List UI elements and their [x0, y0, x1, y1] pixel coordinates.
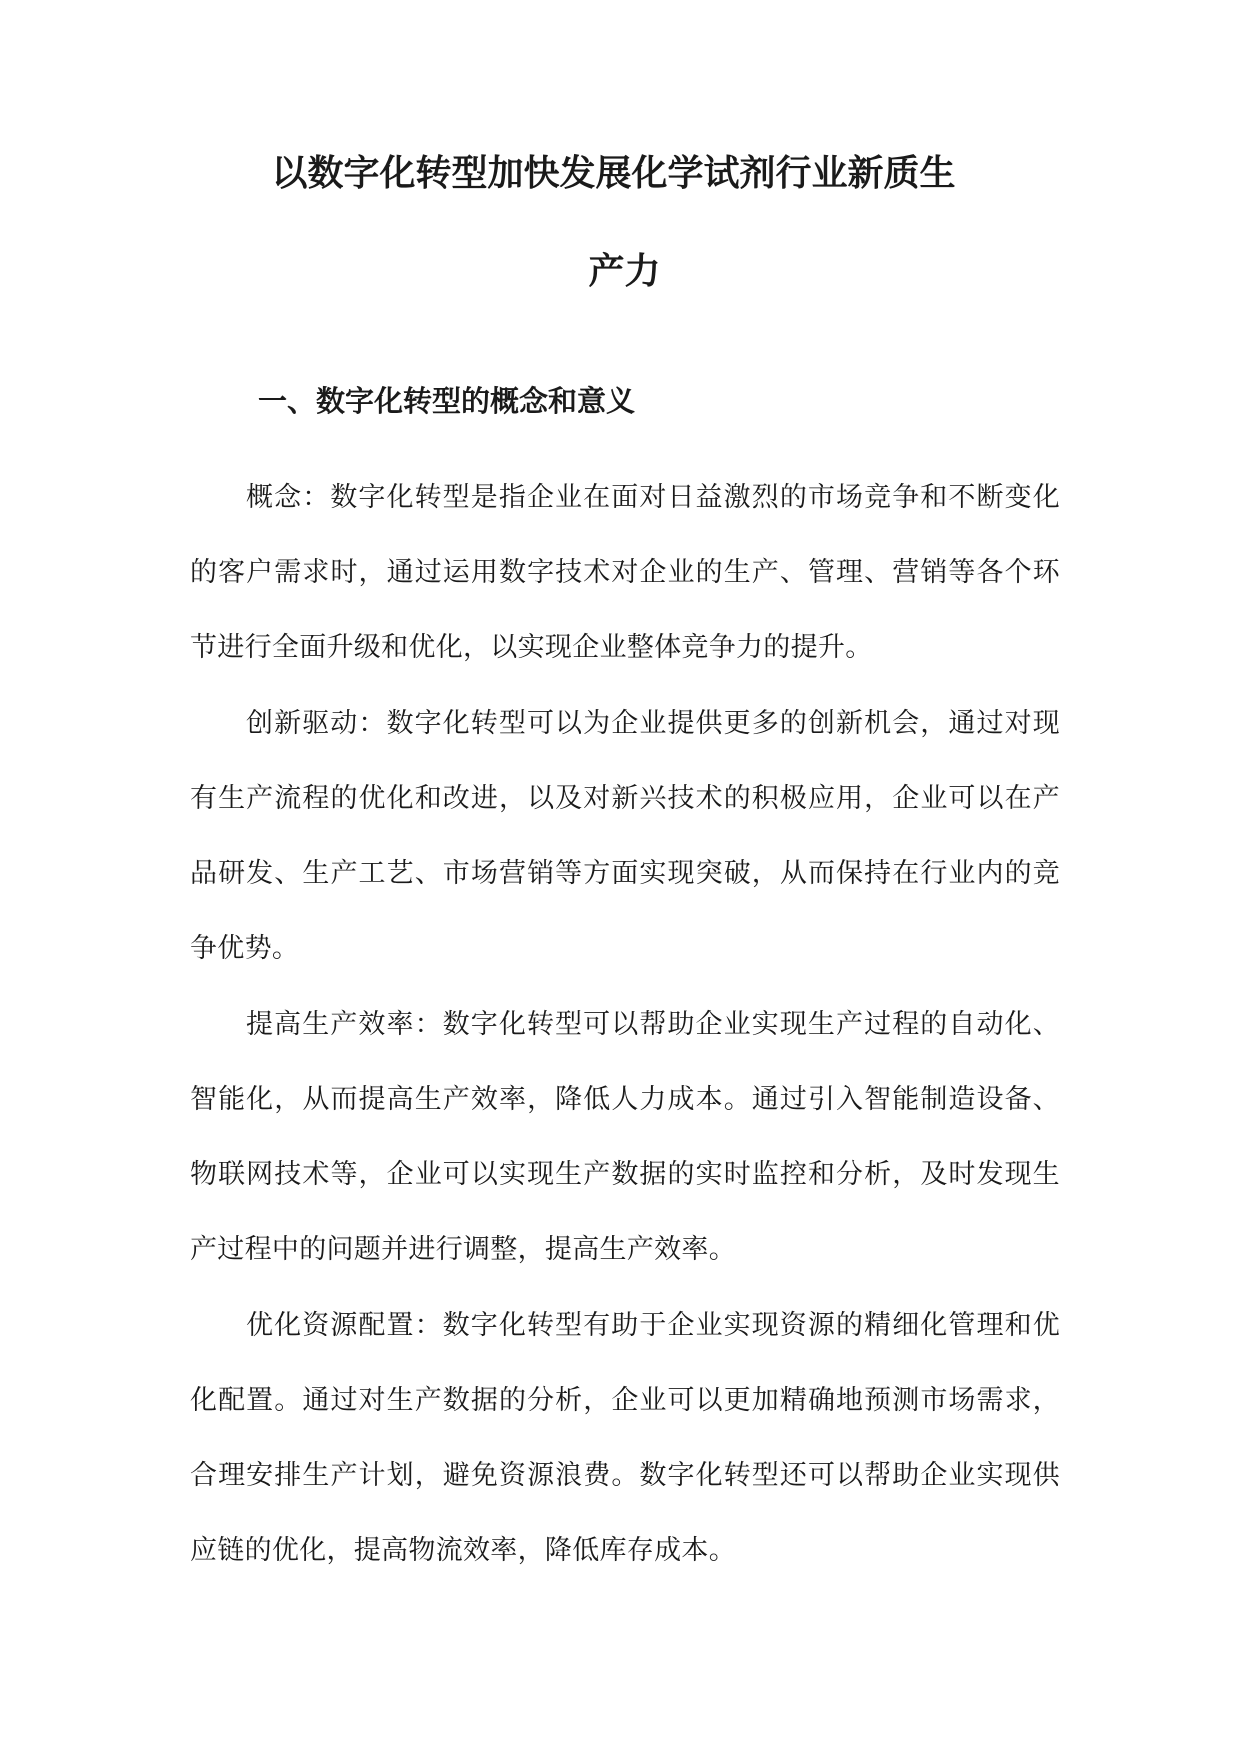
paragraph-innovation: 创新驱动：数字化转型可以为企业提供更多的创新机会，通过对现有生产流程的优化和改进，以及对新兴技术的积极应用，企业可以在产品研发、生产工艺、市场营销等方面实现突破，从而保持在行业内的竞争优势。 [190, 708, 1060, 964]
body-text [190, 460, 1060, 1588]
paragraph-efficiency: 提高生产效率：数字化转型可以帮助企业实现生产过程的自动化、智能化，从而提高生产效率，降低人力成本。通过引入智能制造设备、物联网技术等，企业可以实现生产数据的实时监控和分析，及时发现生产过程中的问题并进行调整，提高生产效率。 [190, 1009, 1060, 1265]
paragraph-concept: 概念：数字化转型是指企业在面对日益激烈的市场竞争和不断变化的客户需求时，通过运用数字技术对企业的生产、管理、营销等各个环节进行全面升级和优化，以实现企业整体竞争力的提升。 [190, 482, 1060, 663]
document-title-line-1: 以数字化转型加快发展化学试剂行业新质生 [271, 153, 956, 194]
paragraph-resources: 优化资源配置：数字化转型有助于企业实现资源的精细化管理和优化配置。通过对生产数据的分析，企业可以更加精确地预测市场需求，合理安排生产计划，避免资源浪费。数字化转型还可以帮助企业实现供应链的优化，提高物流效率，降低库存成本。 [190, 1310, 1060, 1566]
document-title-line-2: 产力 [588, 251, 661, 292]
section-heading: 一、数字化转型的概念和意义 [258, 384, 636, 418]
